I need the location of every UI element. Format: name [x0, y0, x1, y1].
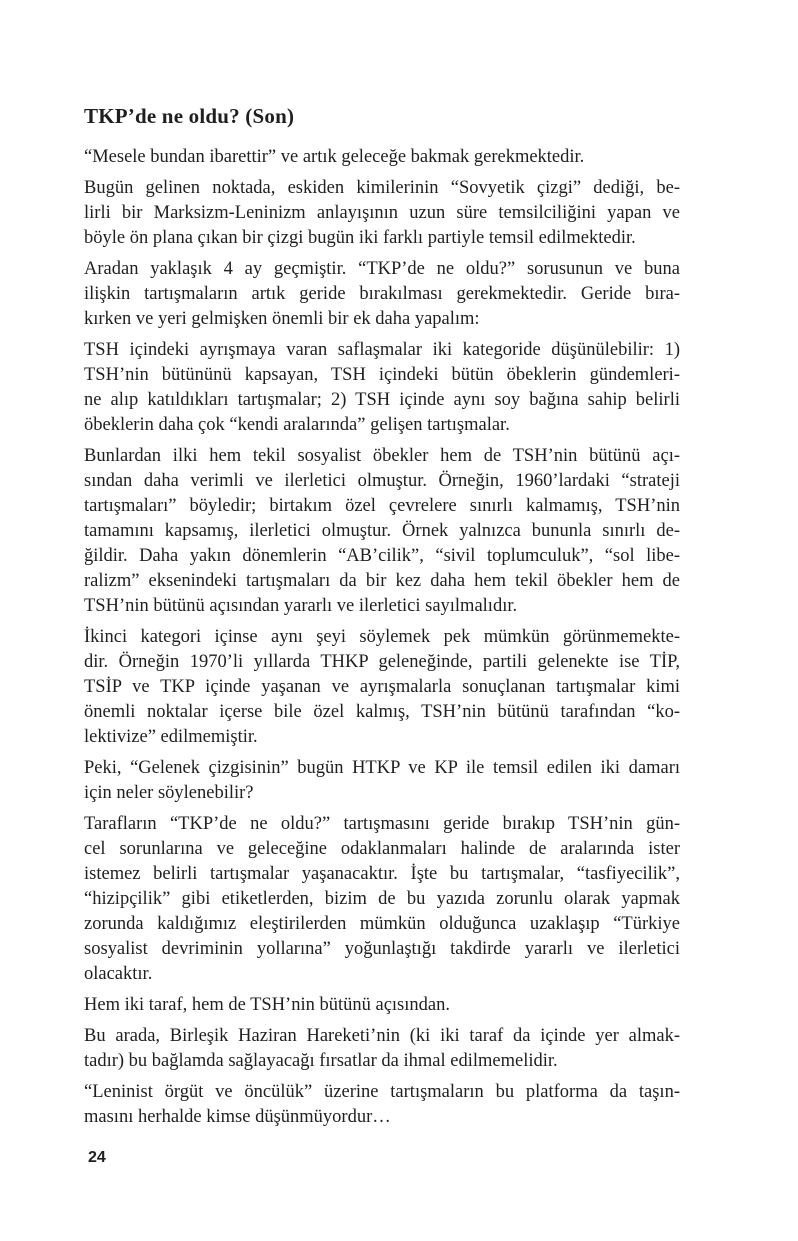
paragraph — [84, 338, 680, 438]
text-line: tartışmaları” böyledir; birtakım özel çevrelere sınırlı kalmamış, TSH’nin — [84, 496, 680, 516]
page-content — [84, 104, 680, 1136]
text-line: istemez belirli tartışmalar yaşanacaktır. İşte bu tartışmalar, “tasfiyecilik”, — [84, 864, 680, 884]
text-line: böyle ön plana çıkan bir çizgi bugün iki farklı partiyle temsil edilmektedir. — [84, 228, 636, 248]
paragraph — [84, 145, 680, 170]
page-number: 24 — [88, 1149, 106, 1166]
text-line: sosyalist devriminin yollarına” yoğunlaştığı takdirde yararlı ve ilerletici — [84, 939, 680, 959]
text-line: ğildir. Daha yakın dönemlerin “AB’cilik”, “sivil toplumculuk”, “sol libe- — [84, 546, 680, 566]
text-line: ne alıp katıldıkları tartışmalar; 2) TSH içinde aynı soy bağına sahip belirli — [84, 390, 680, 410]
text-line: tadır) bu bağlamda sağlayacağı fırsatlar da ihmal edilmemelidir. — [84, 1051, 558, 1071]
paragraph — [84, 1080, 680, 1130]
text-line: TSH içindeki ayrışmaya varan saflaşmalar iki kategoride düşünülebilir: 1) — [84, 340, 680, 360]
text-line: önemli noktalar içerse bile özel kalmış, TSH’nin bütünü tarafından “ko- — [84, 702, 680, 722]
text-line: TSİP ve TKP içinde yaşanan ve ayrışmalarla sonuçlanan tartışmalar kimi — [84, 677, 680, 697]
text-line: TSH’nin bütünü açısından yararlı ve ilerletici sayılmalıdır. — [84, 596, 518, 616]
text-line: Hem iki taraf, hem de TSH’nin bütünü açısından. — [84, 995, 450, 1015]
text-line: “Leninist örgüt ve öncülük” üzerine tartışmaların bu platforma da taşın- — [84, 1082, 680, 1102]
text-line: lirli bir Marksizm-Leninizm anlayışının uzun süre temsilciliğini yapan ve — [84, 203, 680, 223]
text-line: “Mesele bundan ibarettir” ve artık geleceğe bakmak gerekmektedir. — [84, 147, 585, 167]
paragraph — [84, 625, 680, 750]
text-line: Peki, “Gelenek çizgisinin” bugün HTKP ve KP ile temsil edilen iki damarı — [84, 758, 680, 778]
paragraph — [84, 993, 680, 1018]
paragraph — [84, 176, 680, 251]
text-line: ralizm” eksenindeki tartışmaları da bir kez daha hem tekil öbekler hem de — [84, 571, 680, 591]
text-line: kırken ve yeri gelmişken önemli bir ek daha yapalım: — [84, 309, 480, 329]
text-line: lektivize” edilmemiştir. — [84, 727, 258, 747]
text-line: “hizipçilik” gibi etiketlerden, bizim de bu yazıda zorunlu olarak yapmak — [84, 889, 680, 909]
text-line: için neler söylenebilir? — [84, 783, 254, 803]
text-line: Bunlardan ilki hem tekil sosyalist öbekler hem de TSH’nin bütünü açı- — [84, 446, 680, 466]
text-line: Tarafların “TKP’de ne oldu?” tartışmasını geride bırakıp TSH’nin gün- — [84, 814, 680, 834]
paragraph — [84, 812, 680, 987]
page-title: TKP’de ne oldu? (Son) — [84, 104, 295, 128]
text-line: masını herhalde kimse düşünmüyordur… — [84, 1107, 391, 1127]
text-line: Aradan yaklaşık 4 ay geçmiştir. “TKP’de ne oldu?” sorusunun ve buna — [84, 259, 680, 279]
text-line: sından daha verimli ve ilerletici olmuştur. Örneğin, 1960’lardaki “strateji — [84, 471, 680, 491]
text-line: öbeklerin daha çok “kendi aralarında” gelişen tartışmalar. — [84, 415, 510, 435]
text-line: cel sorunlarına ve geleceğine odaklanmaları halinde de aralarında ister — [84, 839, 680, 859]
paragraph — [84, 444, 680, 619]
text-line: dir. Örneğin 1970’li yıllarda THKP geleneğinde, partili gelenekte ise TİP, — [84, 652, 680, 672]
text-line: olacaktır. — [84, 964, 153, 984]
text-line: zorunda kaldığımız eleştirilerden mümkün olduğunca uzaklaşıp “Türkiye — [84, 914, 680, 934]
paragraph — [84, 257, 680, 332]
text-line: İkinci kategori içinse aynı şeyi söylemek pek mümkün görünmemekte- — [84, 627, 680, 647]
body-text — [84, 145, 680, 1130]
text-line: TSH’nin bütününü kapsayan, TSH içindeki bütün öbeklerin gündemleri- — [84, 365, 680, 385]
paragraph — [84, 756, 680, 806]
text-line: ilişkin tartışmaların artık geride bırakılması gerekmektedir. Geride bıra- — [84, 284, 680, 304]
text-line: Bu arada, Birleşik Haziran Hareketi’nin (ki iki taraf da içinde yer almak- — [84, 1026, 680, 1046]
text-line: tamamını kapsamış, ilerletici olmuştur. Örnek yalnızca bununla sınırlı de- — [84, 521, 680, 541]
paragraph — [84, 1024, 680, 1074]
text-line: Bugün gelinen noktada, eskiden kimilerinin “Sovyetik çizgi” dediği, be- — [84, 178, 680, 198]
